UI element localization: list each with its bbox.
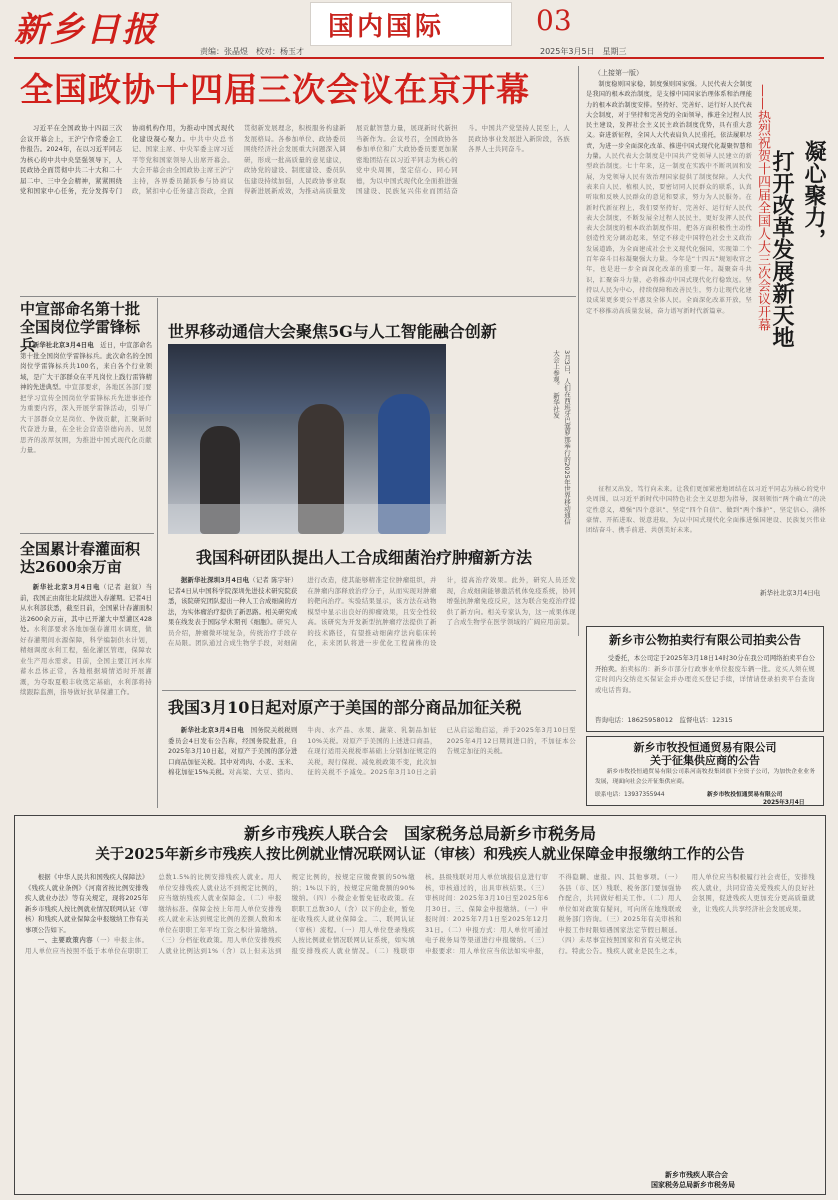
cancer-headline: 我国科研团队提出人工合成细菌治疗肿瘤新方法 xyxy=(196,548,533,567)
cadre-headline: 中宣部命名第十批全国岗位学雷锋标兵 xyxy=(20,300,141,354)
auction-title: 新乡市公物拍卖行有限公司拍卖公告 xyxy=(608,633,801,647)
commentary-continued-label: （上接第一版） xyxy=(594,69,643,77)
masthead xyxy=(0,0,838,60)
disability-sign-1: 新乡市残疾人联合会 xyxy=(665,1171,728,1179)
commentary-source: 新华社北京3月4日电 xyxy=(760,589,821,597)
irrigation-body: 新华社北京3月4日电（记者 赵叙）当前，我国正由南往北陆续进入春灌期。记者4日从水利部获悉，截至目前，全国累计春灌面积达2600余万亩，其中已开灌大中型灌区428处。水利部要求各地加强春灌用水调度，做好春灌期间水源保障，科学编制供水计划，精细调度水利工程，强化灌区管理，保障农业生产用水需求。目前，全国主要江河水库蓄水总体正常，各地根据墒情适时开展灌溉，为夺取夏粮丰收奠定基础，水利部将持续跟踪监测，指导做好抗旱保灌工作。 xyxy=(20,583,152,696)
disability-title-1: 新乡市残疾人联合会 国家税务总局新乡市税务局 xyxy=(243,824,596,843)
left-divider xyxy=(20,533,154,534)
tariff-dateline: 新华社北京3月4日电 xyxy=(180,726,244,734)
irrigation-body-text: （记者 赵叙）当前，我国正由南往北陆续进入春灌期。记者4日从水利部获悉，截至目前，全国累计春灌面积达2600余万亩，其中已开灌大中型灌区428处。 xyxy=(20,583,152,633)
supplier-contact: 联系电话：13937355944 xyxy=(595,792,665,798)
supplier-sign-date: 2025年3月4日 xyxy=(763,800,805,806)
commentary-body-lower: 征程又出发，笃行向未来。让我们更加紧密地团结在以习近平同志为核心的党中央周围，以习近平新时代中国特色社会主义思想为指导，深刻领悟“两个确立”的决定性意义，增强“四个意识”、坚定“四个自信”、做到“两个维护”，坚定信心、满怀豪情、开拓进取、锐意进取，为以中国式现代化全面推进强国建设、民族复兴伟业团结奋斗、携手前进、共创美好未来。 xyxy=(586,486,826,535)
supplier-body-text: 新乡市牧投恒通贸易有限公司系河南牧投集团旗下全资子公司，为加快企业业务发展，现面向社会公开征集供应商。 xyxy=(595,769,815,785)
supplier-body xyxy=(595,768,815,788)
commentary-body: 制度稳则国家稳，制度强则国家强。人民代表大会制度是我国的根本政治制度，是支撑中国国家治理体系和治理能力的根本政治制度安排。坚持好、完善好、运行好人民代表大会制度，对于坚持和完善党的全面领导，推进全过程人民民主建设，发挥社会主义民主政治制度优势，具有重大意义。奋进新征程，全国人大代表肩负人民重托，依法履职尽责，为进一步全面深化改革、推进中国式现代化凝聚智慧和力量。人民代表大会制度是中国共产党领导人民建立的新型政治制度。七十年来，这一制度在实践中不断巩固和发展，为党领导人民有效治理国家提供了制度保障。人大代表来自人民、植根人民，要密切同人民群众的联系，认真听取和反映人民群众的意见和要求，努力为人民服务。在新时代新征程上，我们要坚持好、完善好、运行好人民代表大会制度，不断发展全过程人民民主，更好发挥人民代表大会制度的根本政治制度作用，把各方面积极性主动性创造性充分调动起来，坚定不移走中国特色社会主义政治发展道路，为全面建成社会主义现代化强国、实现第二个百年奋斗目标凝聚强大力量。今年是“十四五”规划收官之年，也是进一步全面深化改革的重要一年。凝聚奋斗共识，汇聚奋斗力量，必将推动中国式现代化行稳致远。坚持以人民为中心，持续保障和改善民生，努力让现代化建设成果更多更公平惠及全体人民。全面深化改革开放，坚定不移推动高质量发展，奋力谱写新时代新篇章。 xyxy=(586,81,752,315)
commentary-body-text: 制度稳则国家稳，制度强则国家强。人民代表大会制度是我国的根本政治制度，是支撑中国国家治理体系和治理能力的根本政治制度安排。坚持好、完善好、运行好人民代表大会制度，对于坚持和完善党的全面领导，推进全过程人民民主建设，发挥社会主义民主政治制度优势，具有重大意义。奋进新征程，全国人大代表肩负人民重托，依法履职尽责，为进一步全面深化改革、推进中国式现代化凝聚智慧和力量。 xyxy=(586,81,752,161)
masthead-rule xyxy=(14,57,824,59)
lead-right-divider xyxy=(578,66,579,636)
supplier-notice xyxy=(586,736,824,806)
cancer-body: 据新华社深圳3月4日电（记者 陈宇轩）记者4日从中国科学院深圳先进技术研究院获悉，该院研究团队提出一种人工合成细菌的方法，为实体瘤治疗提供了新思路。相关研究成果在线发表于国际学术期刊《细胞》。研究人员介绍，肿瘤微环境复杂，传统治疗手段存在局限。团队通过合成生物学手段，对细菌进行改造，使其能够精准定位肿瘤组织，并在肿瘤内部释放治疗分子，从而实现对肿瘤的靶向治疗。实验结果显示，该方法在动物模型中显示出良好的抑瘤效果，且安全性较高。该研究为开发新型抗肿瘤疗法提供了新的技术路径，有望推动细菌疗法向临床转化，未来团队将进一步优化工程菌株的设计，提高治疗效果。此外，研究人员还发现，合成细菌能够激活机体免疫系统，协同增强抗肿瘤免疫反应，这为联合免疫治疗提供了新方向。相关专家认为，这一成果体现了合成生物学在医学领域的广阔应用前景。 xyxy=(168,576,576,647)
disability-notice xyxy=(14,815,826,1195)
auction-notice xyxy=(586,626,824,732)
cancer-body-text: （记者 陈宇轩）记者4日从中国科学院深圳先进技术研究院获悉，该院研究团队提出一种人工合成细菌的方法，为实体瘤治疗提供了新思路。相关研究成果在线发表于国际学术期刊《细胞》。 xyxy=(168,576,298,626)
newspaper-logo: 新乡日报 xyxy=(14,10,158,50)
cadre-dateline: 新华社北京3月4日电 xyxy=(32,341,94,349)
mwc-photo xyxy=(168,344,446,534)
disability-body-text: 根据《中华人民共和国残疾人保障法》《残疾人就业条例》《河南省按比例安排残疾人就业办法》等有关规定，现将2025年新乡市残疾人按比例就业情况联网认证（审核）和残疾人就业保障金申报缴纳工作有关事项公告如下。 xyxy=(25,873,149,934)
disability-title-2: 关于2025年新乡市残疾人按比例就业情况联网认证（审核）和残疾人就业保障金申报缴纳工作的公告 xyxy=(95,846,745,863)
tariff-headline: 我国3月10日起对原产于美国的部分商品加征关税 xyxy=(168,698,522,717)
mid-divider xyxy=(162,690,576,691)
tariff-body-text: 国务院关税税则委员会4日发布公告称，经国务院批准，自2025年3月10日起，对原产于美国的部分进口商品加征关税。其中对鸡肉、小麦、玉米、棉花加征15%关税。 xyxy=(168,726,298,776)
commentary-title-line2: 打开改革发展新天地 xyxy=(769,150,795,348)
photo-floor xyxy=(168,504,446,534)
irrigation-dateline: 新华社北京3月4日电 xyxy=(32,583,101,591)
supplier-sign-company: 新乡市牧投恒通贸易有限公司 xyxy=(707,792,783,798)
tariff-body: 新华社北京3月4日电 国务院关税税则委员会4日发布公告称，经国务院批准，自2025年3月10日起，对原产于美国的部分进口商品加征关税。其中对鸡肉、小麦、玉米、棉花加征15%关税。对高粱、大豆、猪肉、牛肉、水产品、水果、蔬菜、乳制品加征10%关税。对原产于美国的上述进口商品，在现行适用关税税率基础上分别加征规定的关税，现行保税、减免税政策不变，此次加征的关税不予减免。2025年3月10日之前已从启运地启运，并于2025年3月10日至2025年4月12日期间进口的，不加征本公告规定加征的关税。 xyxy=(168,726,576,776)
lead-headline: 全国政协十四届三次会议在京开幕 xyxy=(20,70,530,109)
left-col-divider xyxy=(157,298,158,808)
disability-body: 根据《中华人民共和国残疾人保障法》《残疾人就业条例》《河南省按比例安排残疾人就业办法》等有关规定，现将2025年新乡市残疾人按比例就业情况联网认证（审核）和残疾人就业保障金申报缴纳工作有关事项公告如下。 一、主要政策内容（一）申报主体。用人单位应当按照不低于本单位在职职工总数1.5%的比例安排残疾人就业。用人单位安排残疾人就业达不到规定比例的，应当缴纳残疾人就业保障金。（二）申报缴纳标准。保障金按上年用人单位安排残疾人就业未达到规定比例的差额人数和本单位在职职工年平均工资之积计算缴纳。（三）分档征收政策。用人单位安排残疾人就业比例达到1%（含）以上但未达到规定比例的，按规定应缴费额的50%缴纳；1%以下的，按规定应缴费额的90%缴纳。（四）小微企业暂免征收政策。在职职工总数30人（含）以下的企业，暂免征收残疾人就业保障金。二、联网认证（审核）流程。（一）用人单位登录残疾人按比例就业情况联网认证系统，如实填报安排残疾人就业情况。（二）残联审核。县级残联对用人单位填报信息进行审核，审核通过的，出具审核结果。（三）审核时间：2025年3月10日至2025年6月30日。三、保障金申报缴纳。（一）申报时间：2025年7月1日至2025年12月31日。（二）申报方式：用人单位可通过电子税务局等渠道进行申报缴纳。（三）申报要求：用人单位应当依法如实申报，不得隐瞒、虚报。四、其他事项。（一）各县（市、区）残联、税务部门要加强协作配合，共同做好相关工作。（二）用人单位如对政策有疑问，可向所在地残联或税务部门咨询。（三）2025年有关审核和申报工作时限如遇国家法定节假日顺延。（四）未尽事宜按照国家和省有关规定执行。特此公告。残疾人就业是民生之本，用人单位应当积极履行社会责任，安排残疾人就业，共同营造关爱残疾人的良好社会氛围，促进残疾人更加充分更高质量就业，让残疾人共享经济社会发展成果。 xyxy=(25,873,815,955)
lead-body: 习近平在全国政协十四届三次会议开幕会上，王沪宁作常委会工作报告。2024年，在以习近平同志为核心的中共中央坚强领导下，人民政协全面贯彻中共二十大和二十届二中、三中全会精神，紧紧围绕党和国家中心任务，充分发挥专门协商机构作用，为推动中国式现代化建设凝心聚力。中共中央总书记、国家主席、中央军委主席习近平等党和国家领导人出席开幕会。大会开幕会由全国政协主席王沪宁主持，各界委员踊跃参与协商议政，紧扣中心任务建言资政，全面贯彻新发展理念，积极服务构建新发展格局。各参加单位、政协委员围绕经济社会发展重大问题深入调研，形成一批高质量的意见建议，政协党的建设、制度建设、委员队伍建设持续加强，人民政协事业取得新进展新成效，为推动高质量发展贡献智慧力量，展现新时代新担当新作为。会议号召，全国政协各参加单位和广大政协委员要更加紧密地团结在以习近平同志为核心的党中央周围，坚定信心、同心同德，为以中国式现代化全面推进强国建设、民族复兴伟业而团结奋斗。中国共产党坚持人民至上，人民政协事业发展进入新阶段，各族各界人士共同奋斗。 xyxy=(20,124,570,195)
section-title: 国内国际 xyxy=(328,12,445,42)
mwc-headline: 世界移动通信大会聚焦5G与人工智能融合创新 xyxy=(168,322,497,341)
disability-sign-2: 国家税务总局新乡市税务局 xyxy=(651,1181,735,1189)
irrigation-headline: 全国累计春灌面积达2600余万亩 xyxy=(20,540,141,576)
mwc-caption-text: 3月3日，人们在西班牙巴塞罗那举行的2025年世界移动通信大会上参观。 xyxy=(552,350,571,525)
page-number: 03 xyxy=(536,4,572,37)
cancer-dateline: 据新华社深圳3月4日电 xyxy=(180,576,250,584)
supplier-title-1: 新乡市牧投恒通贸易有限公司 xyxy=(633,741,777,754)
auction-body: 受委托，本公司定于2025年3月18日14时30分在我公司网络拍卖平台公开拍卖。拍卖标的：新乡市部分行政事业单位报废车辆一批。竞买人须在规定时间内交纳竞买保证金并办理竞买登记手续，详情请登录拍卖平台查询或电话咨询。 xyxy=(595,654,815,694)
mwc-caption xyxy=(452,350,572,530)
cadre-body-text: 近日，中宣部命名第十批全国岗位学雷锋标兵。此次命名的全国岗位学雷锋标兵共100名，来自各个行业领域，是广大干部群众在平凡岗位上践行雷锋精神的先进典型。 xyxy=(20,341,152,391)
lead-body-text: 习近平在全国政协十四届三次会议开幕会上，王沪宁作常委会工作报告。2024年，在以习近平同志为核心的中共中央坚强领导下，人民政协全面贯彻中共二十大和二十届二中、三中全会精神，紧紧围绕党和国家中心任务，充分发挥专门协商机构作用，为推动中国式现代化建设凝心聚力。 xyxy=(20,124,234,195)
commentary-subtitle: ——热烈祝贺十四届全国人大三次会议开幕 xyxy=(755,84,770,331)
issue-date: 2025年3月5日 星期三 xyxy=(540,47,627,56)
mwc-caption-credit: 新华社发 xyxy=(552,392,560,419)
auction-body-text: 受委托，本公司定于2025年3月18日14时30分在我公司网络拍卖平台公开拍卖。 xyxy=(595,654,815,673)
supplier-title-2: 关于征集供应商的公告 xyxy=(650,754,760,767)
lead-bottom-rule xyxy=(20,296,576,297)
commentary-title-line1: 凝心聚力， xyxy=(801,140,827,250)
auction-contact: 咨询电话：18625958012 监督电话：12315 xyxy=(595,716,733,724)
cadre-body: 新华社北京3月4日电 近日，中宣部命名第十批全国岗位学雷锋标兵。此次命名的全国岗位学雷锋标兵共100名，来自各个行业领域，是广大干部群众在平凡岗位上践行雷锋精神的先进典型。中宣部要求，各地区各部门要把学习宣传全国岗位学雷锋标兵先进事迹作为重要内容，深入开展学雷锋活动，引导广大干部群众立足岗位、争做贡献，汇聚新时代奋进力量，在全社会营造崇德向善、见贤思齐的浓厚氛围，为推进中国式现代化贡献力量。 xyxy=(20,341,152,454)
editors-line: 责编：张晶煜 校对：杨玉才 xyxy=(200,47,304,56)
